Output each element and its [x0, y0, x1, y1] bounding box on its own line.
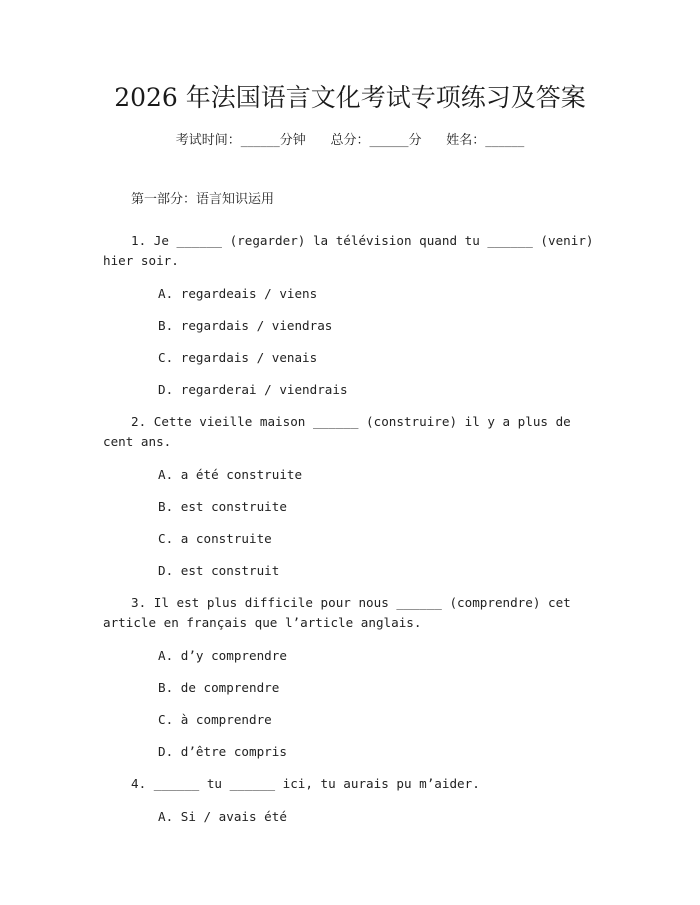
exam-info-line: 考试时间：______分钟 总分：______分 姓名：______: [175, 133, 525, 148]
question-1: 1. Je ______ (regarder) la télévision quand tu ______ (venir) hier soir.: [103, 233, 594, 268]
section-title: 第一部分：语言知识运用: [131, 192, 275, 207]
option-3c: C. à comprendre: [158, 712, 272, 727]
option-4a: A. Si / avais été: [158, 809, 287, 824]
question-4: 4. ______ tu ______ ici, tu aurais pu m’aider.: [131, 776, 480, 791]
option-2d: D. est construit: [158, 563, 280, 578]
option-1a: A. regardeais / viens: [158, 286, 318, 301]
option-3a: A. d’y comprendre: [158, 648, 287, 663]
question-2: 2. Cette vieille maison ______ (construire) il y a plus de cent ans.: [103, 414, 571, 449]
page-title: 2026 年法国语言文化考试专项练习及答案: [114, 83, 586, 112]
option-3b: B. de comprendre: [158, 680, 280, 695]
option-3d: D. d’être compris: [158, 744, 287, 759]
option-2c: C. a construite: [158, 531, 272, 546]
option-1b: B. regardais / viendras: [158, 318, 333, 333]
option-1c: C. regardais / venais: [158, 350, 318, 365]
question-3: 3. Il est plus difficile pour nous ______ (comprendre) cet article en français que l’article anglais.: [103, 595, 571, 630]
option-1d: D. regarderai / viendrais: [158, 382, 348, 397]
document-body: [103, 190, 608, 839]
option-2b: B. est construite: [158, 499, 287, 514]
option-2a: A. a été construite: [158, 467, 303, 482]
